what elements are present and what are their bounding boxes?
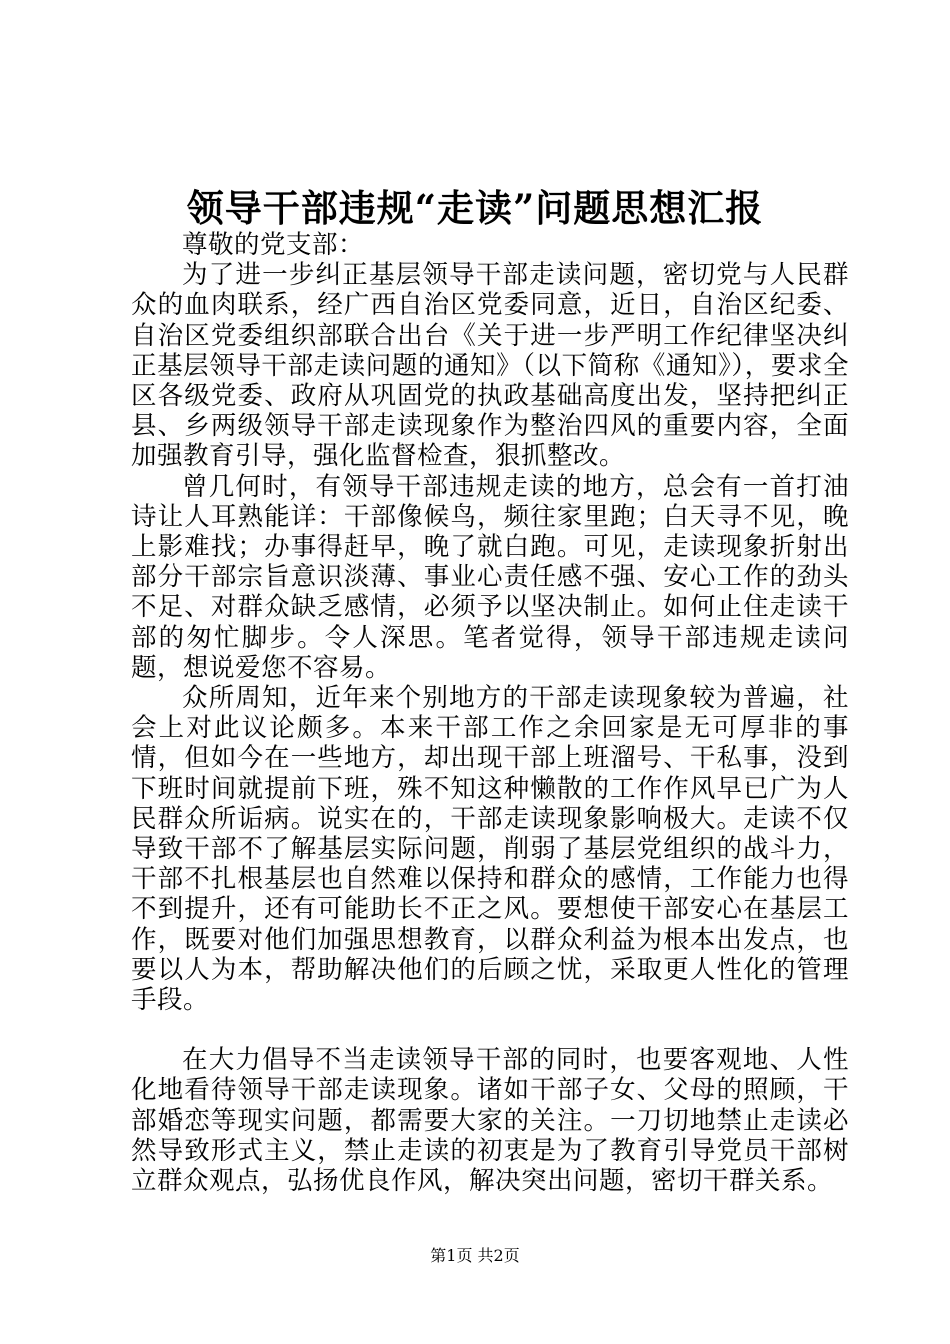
paragraph-4: 在大力倡导不当走读领导干部的同时，也要客观地、人性化地看待领导干部走读现象。诸如干部子女、父母的照顾，干部婚恋等现实问题，都需要大家的关注。一刀切地禁止走读必然导致形式主义，禁止走读的初衷是为了教育引导党员干部树立群众观点，弘扬优良作风，解决突出问题，密切干群关系。 — [131, 1045, 849, 1197]
document-body — [131, 230, 849, 1196]
paragraph-2: 曾几何时，有领导干部违规走读的地方，总会有一首打油诗让人耳熟能详：干部像候鸟，频往家里跑；白天寻不见，晚上影难找；办事得赶早，晚了就白跑。可见，走读现象折射出部分干部宗旨意识淡薄、事业心责任感不强、安心工作的劲头不足、对群众缺乏感情，必须予以坚决制止。如何止住走读干部的匆忙脚步。令人深思。笔者觉得，领导干部违规走读问题，想说爱您不容易。 — [131, 471, 849, 683]
page-footer: 第1页 共2页 — [430, 1246, 520, 1265]
document-title: 领导干部违规“走读”问题思想汇报 — [186, 186, 764, 230]
paragraph-3: 众所周知，近年来个别地方的干部走读现象较为普遍，社会上对此议论颇多。本来干部工作之余回家是无可厚非的事情，但如今在一些地方，却出现干部上班溜号、干私事，没到下班时间就提前下班，殊不知这种懒散的工作作风早已广为人民群众所诟病。说实在的，干部走读现象影响极大。走读不仅导致干部不了解基层实际问题，削弱了基层党组织的战斗力，干部不扎根基层也自然难以保持和群众的感情，工作能力也得不到提升，还有可能助长不正之风。要想使干部安心在基层工作，既要对他们加强思想教育，以群众利益为根本出发点，也要以人为本，帮助解决他们的后顾之忧，采取更人性化的管理手段。 — [131, 683, 849, 1016]
salutation: 尊敬的党支部： — [182, 230, 365, 260]
paragraph-1: 为了进一步纠正基层领导干部走读问题，密切党与人民群众的血肉联系，经广西自治区党委同意，近日，自治区纪委、自治区党委组织部联合出台《关于进一步严明工作纪律坚决纠正基层领导干部走读问题的通知》（以下简称《通知》），要求全区各级党委、政府从巩固党的执政基础高度出发，坚持把纠正县、乡两级领导干部走读现象作为整治四风的重要内容，全面加强教育引导，强化监督检查，狠抓整改。 — [131, 260, 849, 472]
